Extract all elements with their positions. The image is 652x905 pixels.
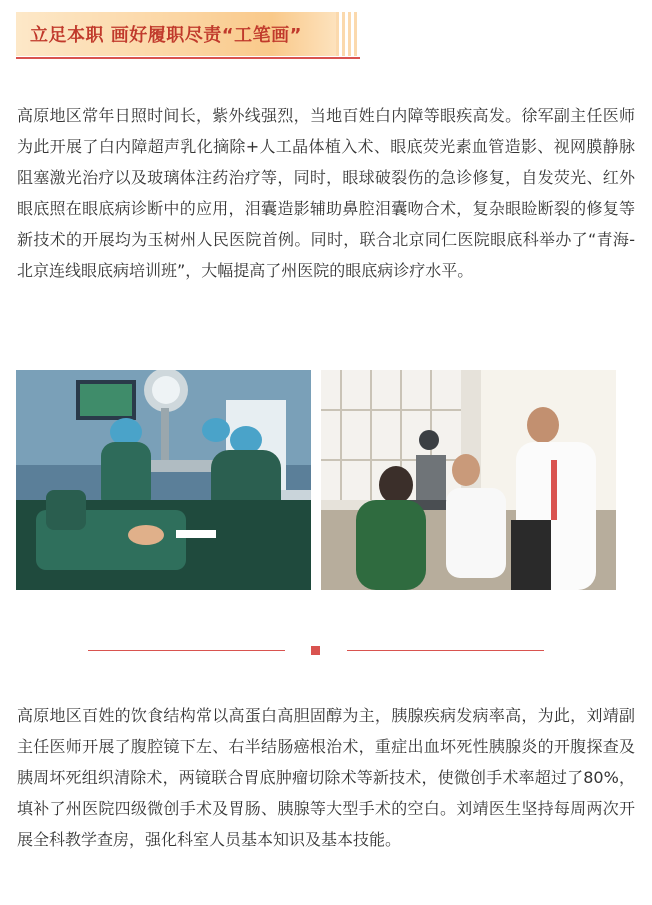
paragraph-ophthalmology: 高原地区常年日照时间长，紫外线强烈，当地百姓白内障等眼疾高发。徐军副主任医师为此开展了白内障超声乳化摘除+人工晶体植入术、眼底荧光素血管造影、视网膜静脉阻塞激光治疗以及玻璃体注药治疗等，同时，眼球破裂伤的急诊修复，自发荧光、红外眼底照在眼底病诊断中的应用，泪囊造影辅助鼻腔泪囊吻合术，复杂眼睑断裂的修复等新技术的开展均为玉树州人民医院首例。同时，联合北京同仁医院眼底科举办了“青海-北京连线眼底病培训班”，大幅提高了州医院的眼底病诊疗水平。 — [17, 106, 635, 280]
eye-exam-photo — [321, 370, 616, 590]
section-heading — [16, 12, 361, 60]
divider-square — [311, 646, 320, 655]
heading-underline — [16, 57, 360, 59]
paragraph-general-surgery: 高原地区百姓的饮食结构常以高蛋白高胆固醇为主，胰腺疾病发病率高，为此，刘靖副主任医师开展了腹腔镜下左、右半结肠癌根治术，重症出血坏死性胰腺炎的开腹探查及胰周坏死组织清除术，两镜联合胃底肿瘤切除术等新技术，使微创手术率超过了80%，填补了州医院四级微创手术及胃肠、胰腺等大型手术的空白。刘靖医生坚持每周两次开展全科教学查房，强化科室人员基本知识及基本技能。 — [17, 706, 635, 849]
divider-line-right — [347, 650, 544, 651]
eye-exam-photo-illustration — [321, 370, 616, 590]
surgery-photo — [16, 370, 311, 590]
surgery-photo-illustration — [16, 370, 311, 590]
section-title: 立足本职 画好履职尽责“工笔画” — [30, 25, 302, 46]
divider-line-left — [88, 650, 285, 651]
